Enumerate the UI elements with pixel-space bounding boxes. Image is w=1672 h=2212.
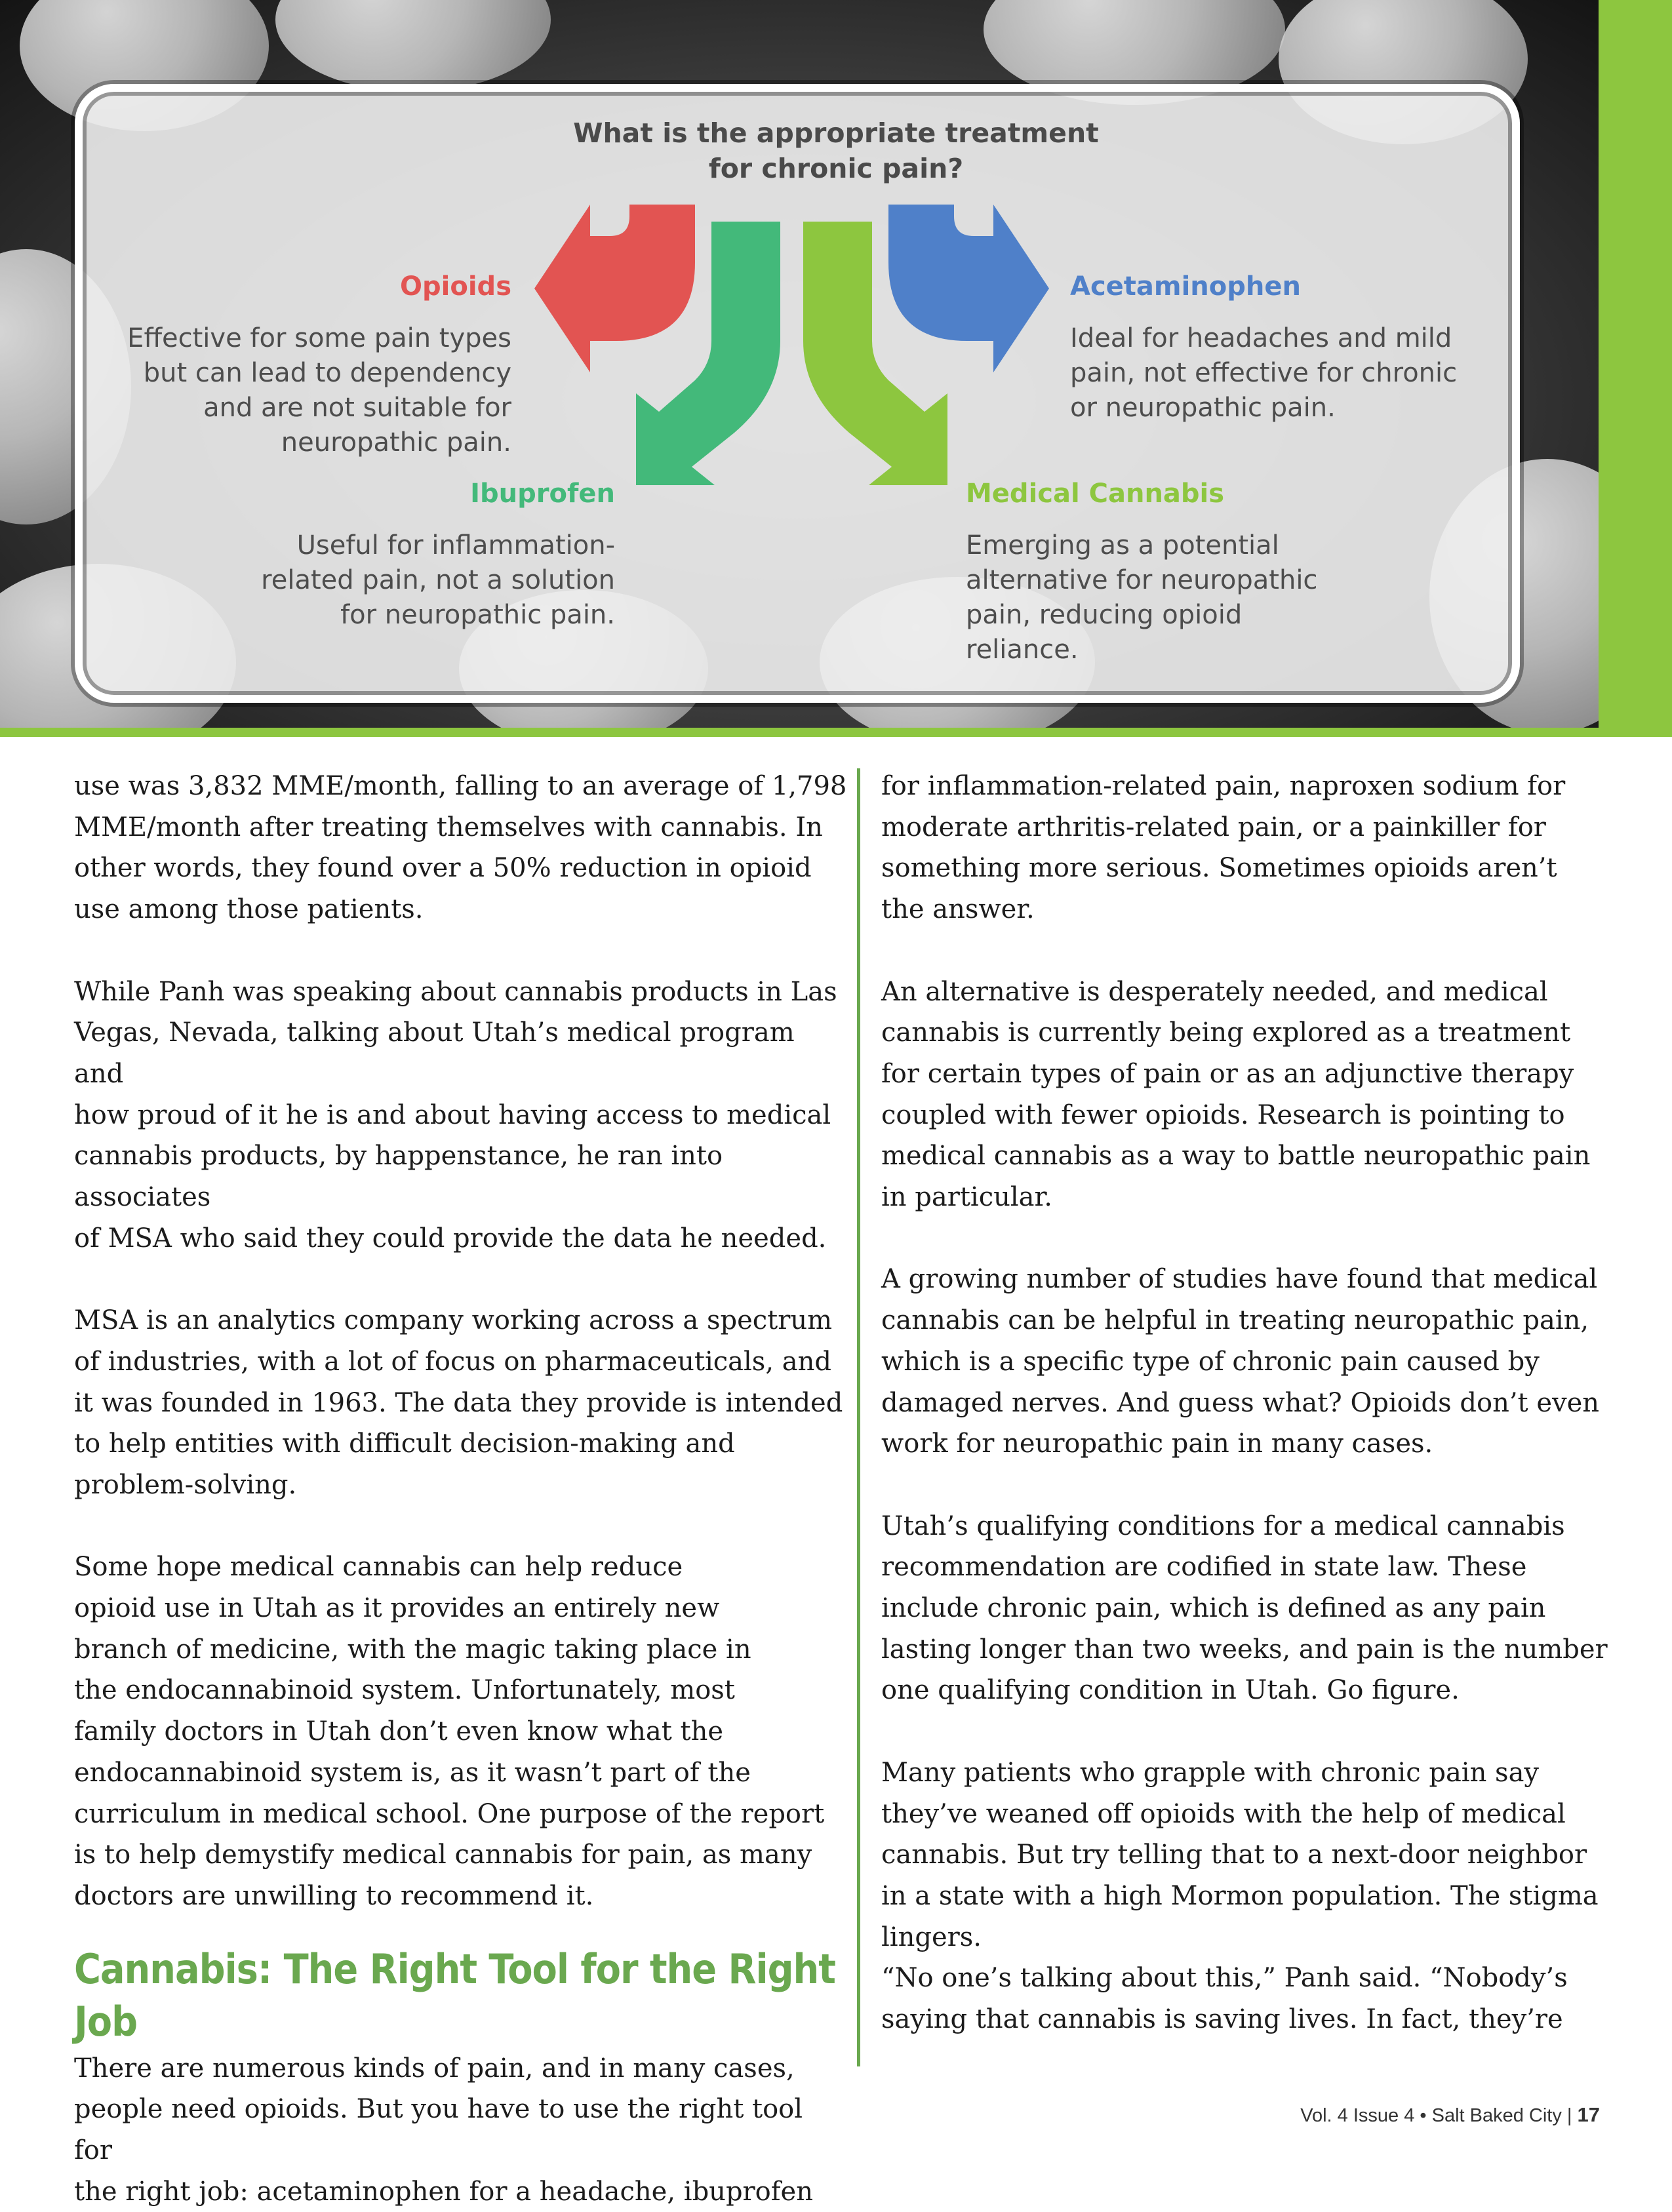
section-subheading: Cannabis: The Right Tool for the Right Job xyxy=(74,1945,835,2045)
cannabis-description: Emerging as a potential alternative for neuropathic pain, reducing opioid reliance. xyxy=(966,530,1318,665)
paragraph: Many patients who grapple with chronic pain say they’ve weaned off opioids with the help of medical cannabis. But try telling that to a next-door neighbor in a state with a high Mormon population. The stigma lingers. xyxy=(881,1757,1599,1952)
paragraph: “No one’s talking about this,” Panh said. “Nobody’s saying that cannabis is saving lives. In fact, they’re xyxy=(881,1963,1568,2035)
page-footer xyxy=(1300,2103,1600,2127)
acetaminophen-heading: Acetaminophen xyxy=(1070,271,1301,302)
paragraph: While Panh was speaking about cannabis products in Las Vegas, Nevada, talking about Utah’s medical program and how proud of it he is and about having access to medical cannabis products, by happenstance, he ran into associates of MSA who said they could provide the data he needed. xyxy=(74,976,837,1254)
paragraph: A growing number of studies have found that medical cannabis can be helpful in treating neuropathic pain, which is a specific type of chronic pain caused by damaged nerves. And guess what? Opioids don’t even work for neuropathic pain in many cases. xyxy=(881,1264,1600,1459)
paragraph: for inflammation-related pain, naproxen sodium for moderate arthritis-related pain, or a painkiller for something more serious. Sometimes opioids aren’t the answer. xyxy=(881,771,1566,925)
page-number: 17 xyxy=(1577,2103,1600,2126)
cannabis-heading: Medical Cannabis xyxy=(966,479,1225,509)
column-divider xyxy=(857,768,860,2066)
opioids-arrow-icon xyxy=(534,205,695,372)
ibuprofen-description: Useful for inflammation- related pain, not a solution for neuropathic pain. xyxy=(261,530,615,630)
acetaminophen-arrow-icon xyxy=(888,205,1049,372)
paragraph: MSA is an analytics company working across a spectrum of industries, with a lot of focus on pharmaceuticals, and it was founded in 1963. The data they provide is intended to help entities with difficult decision-making and problem-solving. xyxy=(74,1305,843,1500)
issue-label: Vol. 4 Issue 4 • Salt Baked City | xyxy=(1300,2105,1572,2126)
ibuprofen-heading: Ibuprofen xyxy=(470,479,615,509)
paragraph: An alternative is desperately needed, and medical cannabis is currently being explored as a treatment for certain types of pain or as an adjunctive therapy coupled with fewer opioids. Research is pointing to medical cannabis as a way to battle neuropathic pain in particular. xyxy=(881,976,1591,1213)
paragraph: There are numerous kinds of pain, and in many cases, people need opioids. But you have to use the right tool for the right job: acetaminophen for a headache, ibuprofen xyxy=(74,2053,813,2207)
diagram-title: What is the appropriate treatment for chronic pain? xyxy=(573,117,1099,184)
hero-bottom-rule xyxy=(0,728,1672,737)
article-column-right xyxy=(881,766,1616,2040)
paragraph: Utah’s qualifying conditions for a medical cannabis recommendation are codified in state law. These include chronic pain, which is defined as any pain lasting longer than two weeks, and pain is the number one qualifying condition in Utah. Go figure. xyxy=(881,1511,1608,1706)
paragraph: Some hope medical cannabis can help reduce opioid use in Utah as it provides an entirely new branch of medicine, with the magic taking place in the endocannabinoid system. Unfortunately, most family doctors in Utah don’t even know what the endocannabinoid system is, as it wasn’t part of the curriculum in medical school. One purpose of the report is to help demystify medical cannabis for pain, as many doctors are unwilling to recommend it. xyxy=(74,1552,825,1911)
paragraph: use was 3,832 MME/month, falling to an average of 1,798 MME/month after treating themselves with cannabis. In other words, they found over a 50% reduction in opioid use among those patients. xyxy=(74,771,847,925)
opioids-heading: Opioids xyxy=(400,271,511,302)
opioids-description: Effective for some pain types but can lead to dependency and are not suitable for neuropathic pain. xyxy=(127,323,511,458)
article-column-left xyxy=(74,766,848,2212)
acetaminophen-description: Ideal for headaches and mild pain, not effective for chronic or neuropathic pain. xyxy=(1070,323,1458,423)
